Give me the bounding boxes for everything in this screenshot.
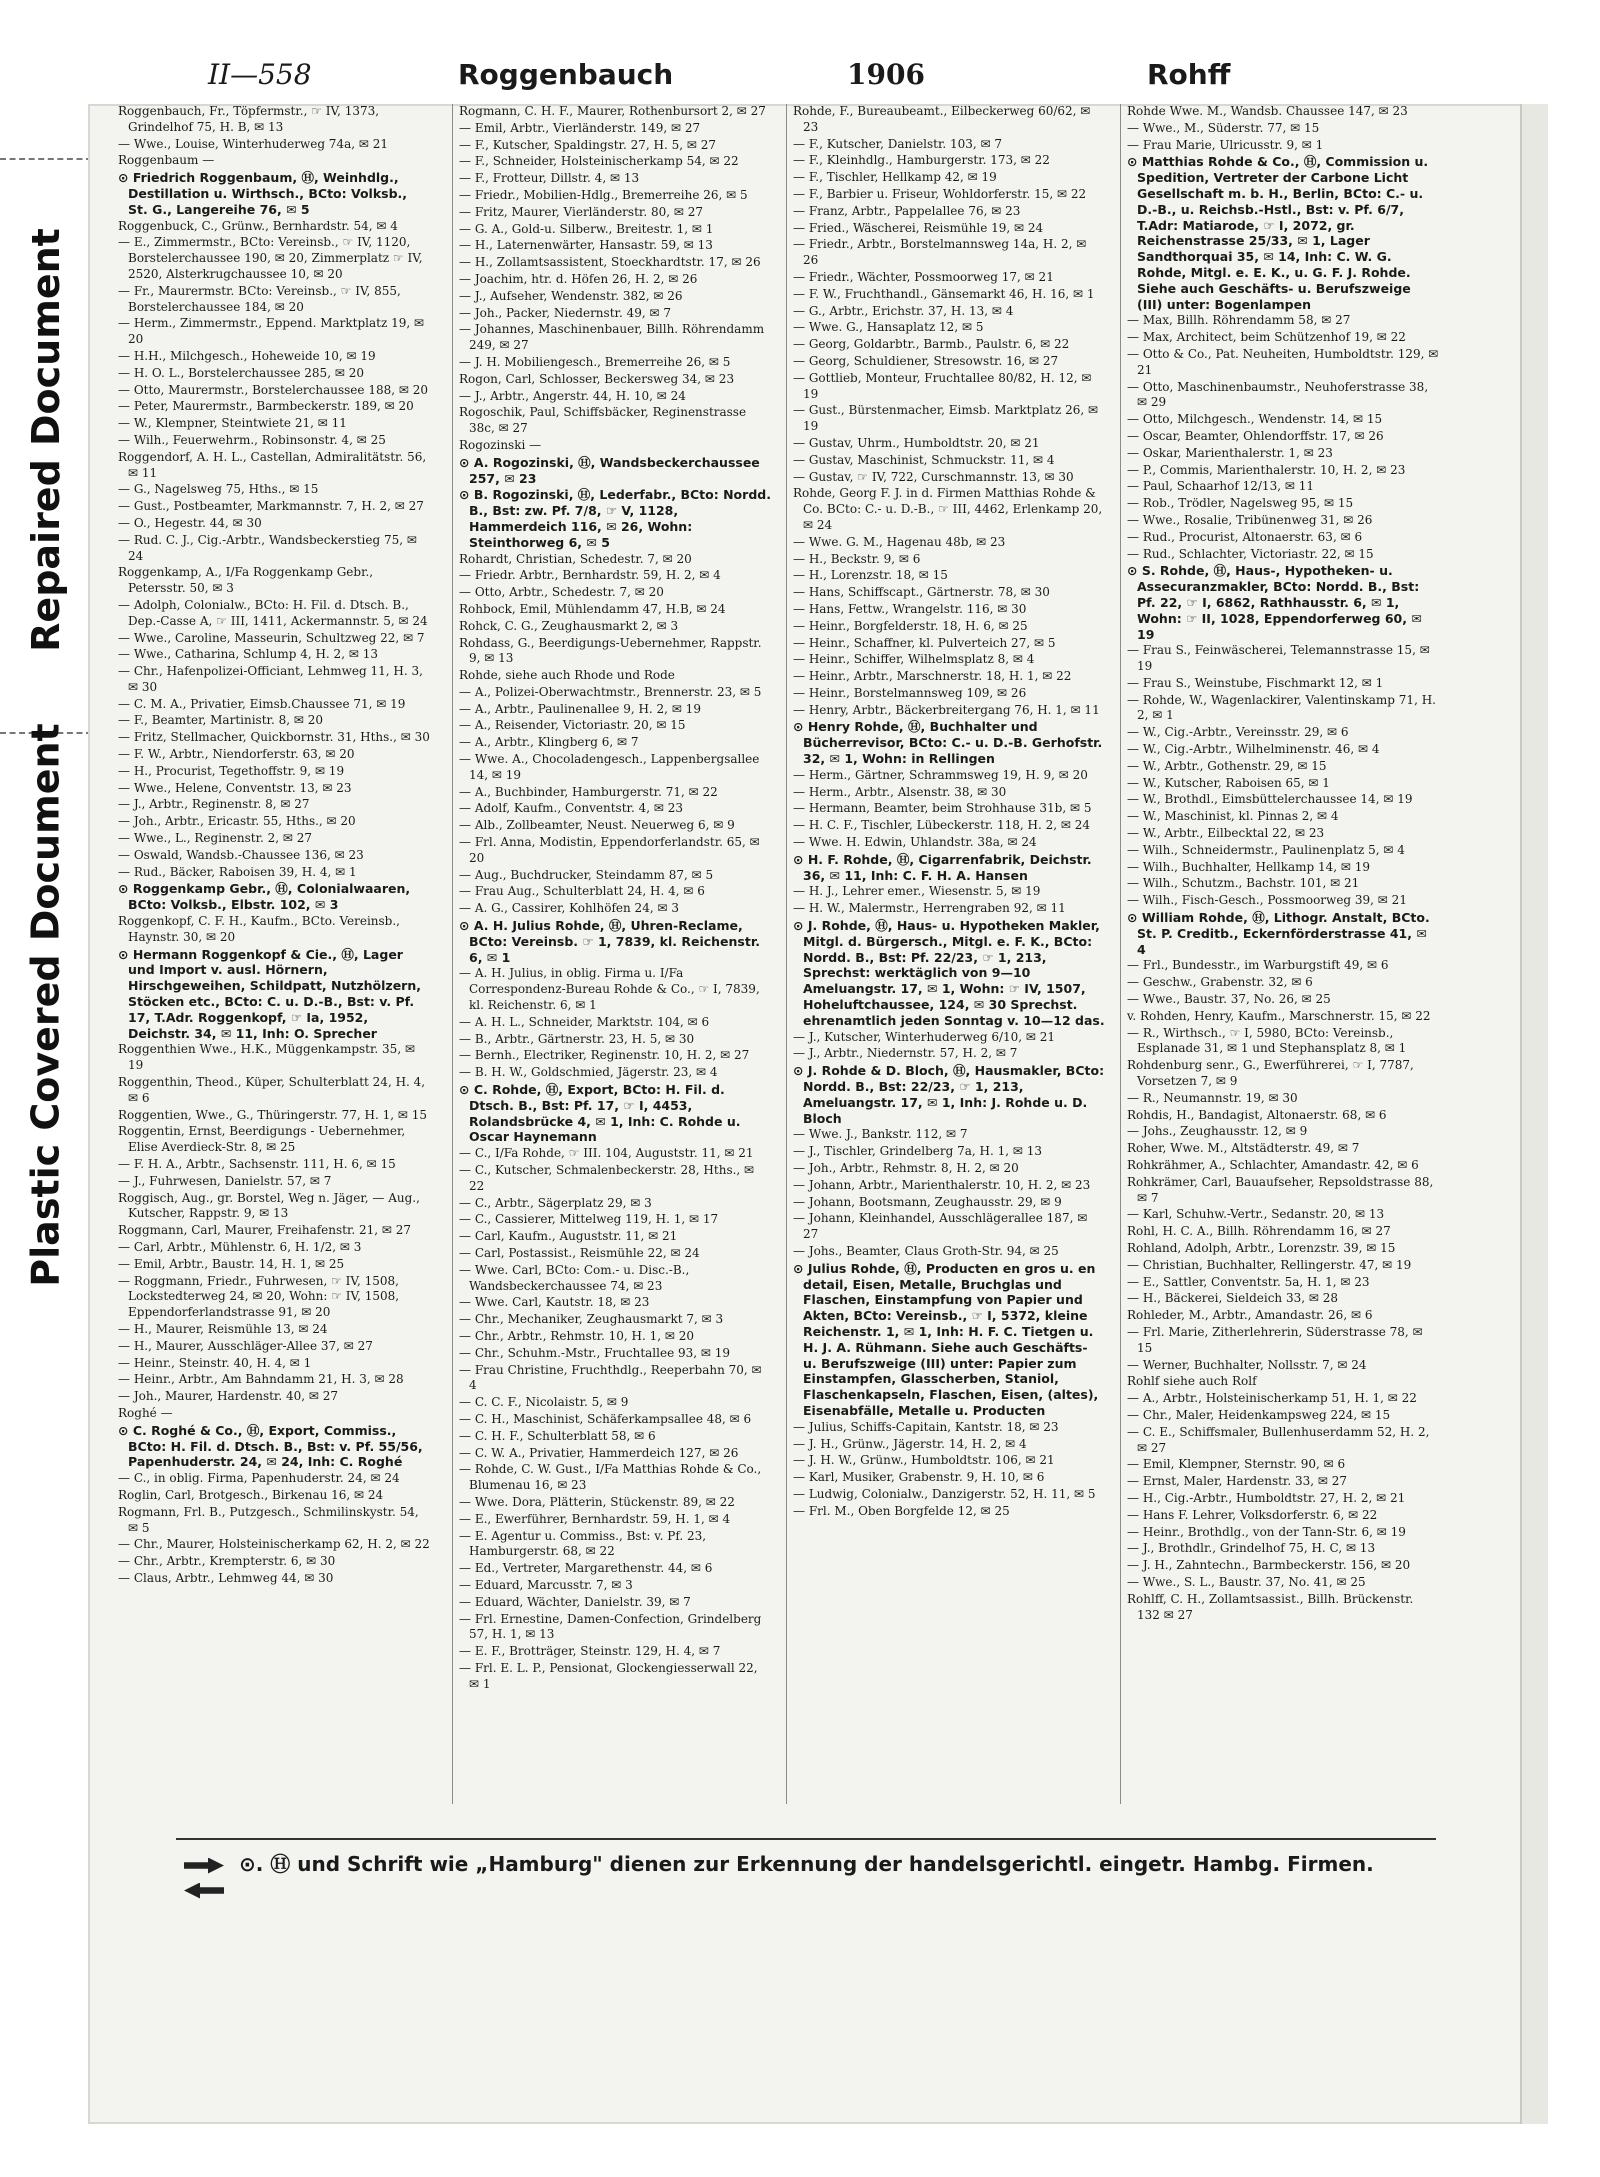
directory-entry: — J., Arbtr., Reginenstr. 8, ✉ 27 — [118, 797, 310, 812]
directory-entry: — A. H. L., Schneider, Marktstr. 104, ✉ 6 — [459, 1014, 710, 1029]
page-number: II—558 — [208, 58, 312, 91]
plastic-covered-label: Plastic Covered Document — [24, 723, 69, 1287]
directory-entry: — Georg, Schuldiener, Stresowstr. 16, ✉ 27 — [793, 353, 1059, 368]
directory-entry: — Rud., Procurist, Altonaerstr. 63, ✉ 6 — [1127, 529, 1363, 544]
directory-entry: — C. H. F., Schulterblatt 58, ✉ 6 — [459, 1428, 656, 1443]
directory-entry: — Joh., Arbtr., Ericastr. 55, Hths., ✉ 20 — [118, 814, 356, 829]
directory-entry: Rohck, C. G., Zeughausmarkt 2, ✉ 3 — [459, 618, 679, 633]
directory-entry: — Wwe. A., Chocoladengesch., Lappenbergsallee 14, ✉ 19 — [459, 752, 760, 782]
directory-entry: Rogoschik, Paul, Schiffsbäcker, Reginenstrasse 38c, ✉ 27 — [459, 405, 747, 436]
directory-entry: Roghé — — [118, 1405, 173, 1420]
directory-entry: Roglin, Carl, Brotgesch., Birkenau 16, ✉ 24 — [118, 1487, 384, 1502]
directory-entry: — Herm., Gärtner, Schrammsweg 19, H. 9, ✉ 20 — [793, 767, 1088, 782]
directory-entry: — F., Schneider, Holsteinischerkamp 54, ✉ 22 — [459, 154, 739, 169]
directory-entry: — Ernst, Maler, Hardenstr. 33, ✉ 27 — [1127, 1474, 1348, 1489]
directory-entry: — Frl., Bundesstr., im Warburgstift 49, ✉ 6 — [1127, 958, 1389, 973]
directory-entry: — R., Neumannstr. 19, ✉ 30 — [1127, 1090, 1298, 1105]
directory-entry: — Herm., Arbtr., Alsenstr. 38, ✉ 30 — [793, 784, 1007, 799]
directory-entry: — A., Arbtr., Holsteinischerkamp 51, H. 1, ✉ 22 — [1127, 1391, 1417, 1406]
directory-entry: ⊙ Roggenkamp Gebr., Ⓗ, Colonialwaaren, BCto: Volksb., Elbstr. 102, ✉ 3 — [118, 881, 411, 913]
page-header — [120, 58, 1460, 98]
directory-entry: — J. H., Zahntechn., Barmbeckerstr. 156, ✉ 20 — [1127, 1558, 1411, 1573]
directory-entry: — Emil, Klempner, Sternstr. 90, ✉ 6 — [1127, 1457, 1346, 1472]
directory-entry: — G., Nagelsweg 75, Hths., ✉ 15 — [118, 482, 319, 497]
directory-entry: — Otto & Co., Pat. Neuheiten, Humboldtstr. 129, ✉ 21 — [1127, 346, 1439, 377]
directory-entry: — Oscar, Beamter, Ohlendorffstr. 17, ✉ 26 — [1127, 428, 1384, 443]
repaired-document-label: Repaired Document — [24, 228, 69, 652]
directory-entry: — Ed., Vertreter, Margarethenstr. 44, ✉ 6 — [459, 1561, 713, 1576]
directory-entry: — Wilh., Feuerwehrm., Robinsonstr. 4, ✉ 25 — [118, 432, 386, 447]
directory-entry: — Wwe. Dora, Plätterin, Stückenstr. 89, ✉ 22 — [459, 1494, 735, 1509]
directory-entry: — C. M. A., Privatier, Eimsb.Chaussee 71, ✉ 19 — [118, 696, 406, 711]
directory-entry: — W., Arbtr., Eilbecktal 22, ✉ 23 — [1127, 826, 1325, 841]
directory-entry: — Carl, Postassist., Reismühle 22, ✉ 24 — [459, 1245, 700, 1260]
directory-entry: — Rud., Schlachter, Victoriastr. 22, ✉ 15 — [1127, 546, 1374, 561]
directory-entry: — Adolf, Kaufm., Conventstr. 4, ✉ 23 — [459, 801, 683, 816]
directory-entry: ⊙ B. Rogozinski, Ⓗ, Lederfabr., BCto: Nordd. B., Bst: zw. Pf. 7/8, ☞ V, 1128, Hammerdeich 116, ✉ 26, Wohn: Steinthorweg 6, ✉ 5 — [459, 487, 771, 550]
directory-entry: — A., Arbtr., Klingberg 6, ✉ 7 — [459, 735, 639, 750]
directory-entry: Rohde, Georg F. J. in d. Firmen Matthias Rohde & Co. BCto: C.- u. D.-B., ☞ III, 4462, Erlenkamp 20, ✉ 24 — [793, 486, 1103, 532]
directory-entry: — J., Aufseher, Wendenstr. 382, ✉ 26 — [459, 288, 683, 303]
directory-entry: — C. W. A., Privatier, Hammerdeich 127, ✉ 26 — [459, 1445, 739, 1460]
directory-entry: — Frau Christine, Fruchthdlg., Reeperbahn 70, ✉ 4 — [459, 1362, 762, 1393]
directory-entry: Roggenkamp, A., I/Fa Roggenkamp Gebr., Petersstr. 50, ✉ 3 — [118, 565, 374, 596]
directory-entry: ⊙ C. Rohde, Ⓗ, Export, BCto: H. Fil. d. Dtsch. B., Bst: Pf. 17, ☞ I, 4453, Rolandsbrücke 4, ✉ 1, Inh: C. Rohde u. Oscar Haynemann — [459, 1082, 741, 1145]
directory-entry: — Wwe., Louise, Winterhuderweg 74a, ✉ 21 — [118, 136, 388, 151]
directory-entry: — J., Arbtr., Niedernstr. 57, H. 2, ✉ 7 — [793, 1046, 1018, 1061]
directory-entry: — H. C. F., Tischler, Lübeckerstr. 118, H. 2, ✉ 24 — [793, 818, 1090, 833]
directory-entry: ⊙ H. F. Rohde, Ⓗ, Cigarrenfabrik, Deichstr. 36, ✉ 11, Inh: C. F. H. A. Hansen — [793, 851, 1092, 883]
directory-entry: — Johs., Zeughausstr. 12, ✉ 9 — [1127, 1124, 1308, 1139]
directory-entry: — Oskar, Marienthalerstr. 1, ✉ 23 — [1127, 445, 1333, 460]
directory-entry: — Heinr., Steinstr. 40, H. 4, ✉ 1 — [118, 1355, 312, 1370]
directory-entry: — Bernh., Electriker, Reginenstr. 10, H. 2, ✉ 27 — [459, 1048, 750, 1063]
directory-entry: — Joh., Maurer, Hardenstr. 40, ✉ 27 — [118, 1389, 339, 1404]
directory-entry: — Friedr., Arbtr., Borstelmannsweg 14a, H. 2, ✉ 26 — [793, 237, 1087, 268]
directory-entry: Roggendorf, A. H. L., Castellan, Admiralitätstr. 56, ✉ 11 — [118, 449, 427, 480]
page-edge — [1520, 104, 1548, 2124]
directory-entry: Rohde, F., Bureaubeamt., Eilbeckerweg 60/62, ✉ 23 — [793, 104, 1091, 134]
directory-entry: — F., Kutscher, Danielstr. 103, ✉ 7 — [793, 136, 1003, 151]
directory-entry: — Chr., Schuhm.-Mstr., Fruchtallee 93, ✉ 19 — [459, 1345, 731, 1360]
directory-entry: — Joachim, htr. d. Höfen 26, H. 2, ✉ 26 — [459, 271, 698, 286]
directory-entry: — C. H., Maschinist, Schäferkampsallee 48, ✉ 6 — [459, 1411, 752, 1426]
directory-entry: — Werner, Buchhalter, Nollsstr. 7, ✉ 24 — [1127, 1357, 1367, 1372]
directory-entry: — Hermann, Beamter, beim Strohhause 31b, ✉ 5 — [793, 801, 1092, 816]
directory-entry: — Julius, Schiffs-Capitain, Kantstr. 18, ✉ 23 — [793, 1419, 1059, 1434]
directory-entry: — H., Bäckerei, Sieldeich 33, ✉ 28 — [1127, 1291, 1339, 1306]
directory-entry: ⊙ Henry Rohde, Ⓗ, Buchhalter und Bücherrevisor, BCto: C.- u. D.-B. Gerhofstr. 32, ✉ 1, Wohn: in Rellingen — [793, 719, 1103, 767]
directory-entry: — A., Buchbinder, Hamburgerstr. 71, ✉ 22 — [459, 784, 718, 799]
directory-entry: — Christian, Buchhalter, Rellingerstr. 47, ✉ 19 — [1127, 1257, 1412, 1272]
directory-entry: — Henry, Arbtr., Bäckerbreitergang 76, H. 1, ✉ 11 — [793, 702, 1100, 717]
directory-entry: — Alb., Zollbeamter, Neust. Neuerweg 6, ✉ 9 — [459, 818, 735, 833]
column-1 — [118, 104, 430, 1804]
directory-entry: — Wilh., Fisch-Gesch., Possmoorweg 39, ✉ 21 — [1127, 893, 1407, 908]
directory-entry: Rohkrämer, Carl, Bauaufseher, Repsoldstrasse 88, ✉ 7 — [1127, 1174, 1434, 1205]
directory-entry: — Rud. C. J., Cig.-Arbtr., Wandsbeckerstieg 75, ✉ 24 — [118, 532, 417, 563]
directory-entry: — F. W., Arbtr., Niendorferstr. 63, ✉ 20 — [118, 747, 355, 762]
directory-entry: — Fried., Wäscherei, Reismühle 19, ✉ 24 — [793, 220, 1044, 235]
directory-entry: — Carl, Kaufm., Auguststr. 11, ✉ 21 — [459, 1229, 678, 1244]
directory-entry: Roggenkopf, C. F. H., Kaufm., BCto. Vereinsb., Haynstr. 30, ✉ 20 — [118, 914, 400, 944]
directory-entry: — Max, Billh. Röhrendamm 58, ✉ 27 — [1127, 313, 1351, 328]
directory-entry: — E., Sattler, Conventstr. 5a, H. 1, ✉ 23 — [1127, 1274, 1370, 1289]
directory-entry: — Wilh., Schneidermstr., Paulinenplatz 5, ✉ 4 — [1127, 842, 1405, 857]
directory-entry: ⊙ A. H. Julius Rohde, Ⓗ, Uhren-Reclame, BCto: Vereinsb. ☞ 1, 7839, kl. Reichenstr. 6, ✉ 1 — [459, 918, 760, 965]
directory-entry: — W., Klempner, Steintwiete 21, ✉ 11 — [118, 416, 347, 431]
directory-entry: — Johannes, Maschinenbauer, Billh. Röhrendamm 249, ✉ 27 — [459, 322, 765, 353]
directory-entry: Rogon, Carl, Schlosser, Beckersweg 34, ✉ 23 — [459, 371, 735, 386]
column-3 — [786, 104, 1105, 1804]
directory-entry: — Heinr., Arbtr., Marschnerstr. 18, H. 1, ✉ 22 — [793, 669, 1072, 684]
directory-entry: — B. H. W., Goldschmied, Jägerstr. 23, ✉ 4 — [459, 1065, 718, 1080]
directory-entry: ⊙ Friedrich Roggenbaum, Ⓗ, Weinhdlg., Destillation u. Wirthsch., BCto: Volksb., St. G., Langereihe 76, ✉ 5 — [118, 170, 408, 217]
directory-entry: Rogozinski — — [459, 437, 542, 452]
directory-entry: — B., Arbtr., Gärtnerstr. 23, H. 5, ✉ 30 — [459, 1031, 695, 1046]
directory-entry: — J. H. W., Grünw., Humboldtstr. 106, ✉ 21 — [793, 1453, 1055, 1468]
directory-entry: — Ludwig, Colonialw., Danzigerstr. 52, H. 11, ✉ 5 — [793, 1486, 1096, 1501]
directory-entry: — Frl. Marie, Zitherlehrerin, Süderstrasse 78, ✉ 15 — [1127, 1324, 1423, 1355]
directory-entry: — Frl. M., Oben Borgfelde 12, ✉ 25 — [793, 1503, 1010, 1518]
directory-entry: — H., Cig.-Arbtr., Humboldtstr. 27, H. 2, ✉ 21 — [1127, 1490, 1406, 1505]
directory-entry: — Johann, Arbtr., Marienthalerstr. 10, H. 2, ✉ 23 — [793, 1177, 1091, 1192]
directory-entry: — H. O. L., Borstelerchaussee 285, ✉ 20 — [118, 365, 364, 380]
directory-entry: — Chr., Maler, Heidenkampsweg 224, ✉ 15 — [1127, 1407, 1391, 1422]
directory-entry: — H., Laternenwärter, Hansastr. 59, ✉ 13 — [459, 238, 713, 253]
directory-entry: Roggisch, Aug., gr. Borstel, Weg n. Jäger, — Aug., Kutscher, Rappstr. 9, ✉ 13 — [118, 1190, 420, 1221]
directory-entry: — Joh., Packer, Niedernstr. 49, ✉ 7 — [459, 305, 671, 320]
directory-entry: — Wilh., Schutzm., Bachstr. 101, ✉ 21 — [1127, 876, 1360, 891]
directory-entry: — F., Kleinhdlg., Hamburgerstr. 173, ✉ 22 — [793, 153, 1050, 168]
directory-entry: — H., Lorenzstr. 18, ✉ 15 — [793, 568, 948, 583]
directory-entry: — Georg, Goldarbtr., Barmb., Paulstr. 6, ✉ 22 — [793, 337, 1070, 352]
directory-entry: — Wwe., S. L., Baustr. 37, No. 41, ✉ 25 — [1127, 1574, 1366, 1589]
directory-entry: — Otto, Milchgesch., Wendenstr. 14, ✉ 15 — [1127, 412, 1383, 427]
directory-entry: — E., Zimmermstr., BCto: Vereinsb., ☞ IV, 1120, Borstelerchaussee 190, ✉ 20, Zimmerplatz ☞ IV, 2520, Alsterkrugchaussee 10, ✉ 20 — [118, 235, 423, 281]
directory-entry: — R., Wirthsch., ☞ I, 5980, BCto: Vereinsb., Esplanade 31, ✉ 1 und Stephansplatz 8, ✉ 1 — [1127, 1025, 1407, 1056]
directory-entry: ⊙ S. Rohde, Ⓗ, Haus-, Hypotheken- u. Assecuranzmakler, BCto: Nordd. B., Bst: Pf. 22, ☞ I, 6862, Rathhausstr. 6, ✉ 1, Wohn: ☞ II, 1028, Eppendorferweg 60, ✉ 19 — [1127, 563, 1422, 642]
directory-entry: — Heinr., Arbtr., Am Bahndamm 21, H. 3, ✉ 28 — [118, 1372, 404, 1387]
directory-entry: — Fr., Maurermstr. BCto: Vereinsb., ☞ IV, 855, Borstelerchaussee 184, ✉ 20 — [118, 283, 401, 314]
directory-entry: Roggenbaum — — [118, 153, 215, 168]
directory-entry: — C., in oblig. Firma, Papenhuderstr. 24, ✉ 24 — [118, 1471, 400, 1486]
directory-entry: — A. G., Cassirer, Kohlhöfen 24, ✉ 3 — [459, 901, 679, 916]
directory-entry: — Heinr., Schiffer, Wilhelmsplatz 8, ✉ 4 — [793, 652, 1035, 667]
directory-entry: Rohkrähmer, A., Schlachter, Amandastr. 42, ✉ 6 — [1127, 1158, 1419, 1172]
directory-entry: Roggenthien Wwe., H.K., Müggenkampstr. 35, ✉ 19 — [118, 1042, 415, 1073]
directory-entry: — H. J., Lehrer emer., Wiesenstr. 5, ✉ 19 — [793, 884, 1041, 899]
directory-entry: — Wwe., Catharina, Schlump 4, H. 2, ✉ 13 — [118, 647, 378, 662]
directory-entry: — Gust., Bürstenmacher, Eimsb. Marktplatz 26, ✉ 19 — [793, 403, 1099, 434]
directory-entry: Rogmann, Frl. B., Putzgesch., Schmilinskystr. 54, ✉ 5 — [118, 1504, 419, 1535]
directory-entry: — Wwe. Carl, BCto: Com.- u. Disc.-B., Wandsbeckerchaussee 74, ✉ 23 — [459, 1262, 690, 1293]
directory-entry: — Geschw., Grabenstr. 32, ✉ 6 — [1127, 975, 1313, 990]
directory-entry: ⊙ Hermann Roggenkopf & Cie., Ⓗ, Lager und Import v. ausl. Hörnern, Hirschgeweihen, Schildpatt, Nutzhölzern, Stöcken etc., BCto: C. u. D.-B., Bst: v. Pf. 17, T.Adr. Roggenkopf, ☞ Ia, 1952, Deichstr. 34, ✉ 11, Inh: O. Sprecher — [118, 946, 421, 1041]
directory-entry: — W., Maschinist, kl. Pinnas 2, ✉ 4 — [1127, 809, 1339, 824]
directory-entry: — Chr., Mechaniker, Zeughausmarkt 7, ✉ 3 — [459, 1312, 724, 1327]
directory-entry: — Franz, Arbtr., Pappelallee 76, ✉ 23 — [793, 203, 1021, 218]
directory-entry: — Karl, Musiker, Grabenstr. 9, H. 10, ✉ 6 — [793, 1470, 1045, 1485]
last-surname: Rohff — [1147, 58, 1231, 91]
directory-entry: — Wwe., L., Reginenstr. 2, ✉ 27 — [118, 831, 313, 846]
directory-entry: — Hans, Schiffscapt., Gärtnerstr. 78, ✉ 30 — [793, 585, 1050, 600]
directory-entry: — J., Fuhrwesen, Danielstr. 57, ✉ 7 — [118, 1173, 332, 1188]
directory-entry: ⊙ J. Rohde, Ⓗ, Haus- u. Hypotheken Makler, Mitgl. d. Bürgersch., Mitgl. e. F. K., BCto: Nordd. B., Bst: Pf. 22/23, ☞ 1, 213, Sprechst: werktäglich von 9—10 Ameluangstr. 17, ✉ 1, Wohn: ☞ IV, 1507, Hoheluftchaussee, 124, ✉ 30 Sprechst. ehrenamtlich jeden Sonntag v. 10—12 das. — [793, 918, 1105, 1028]
directory-entry: Rohde Wwe. M., Wandsb. Chaussee 147, ✉ 23 — [1127, 104, 1408, 118]
directory-entry: — F., Barbier u. Friseur, Wohldorferstr. 15, ✉ 22 — [793, 186, 1087, 201]
directory-entry: — E. Agentur u. Commiss., Bst: v. Pf. 23, Hamburgerstr. 68, ✉ 22 — [459, 1528, 707, 1559]
directory-entry: — Wwe., Rosalie, Tribünenweg 31, ✉ 26 — [1127, 512, 1373, 527]
directory-entry: — Wilh., Buchhalter, Hellkamp 14, ✉ 19 — [1127, 859, 1371, 874]
directory-entry: — H. W., Malermstr., Herrengraben 92, ✉ 11 — [793, 901, 1066, 916]
directory-entry: — C., I/Fa Rohde, ☞ III. 104, Auguststr. 11, ✉ 21 — [459, 1146, 754, 1161]
directory-entry: — Fritz, Maurer, Vierländerstr. 80, ✉ 27 — [459, 204, 703, 219]
directory-entry: — Otto, Maschinenbaumstr., Neuhoferstrasse 38, ✉ 29 — [1127, 379, 1429, 410]
directory-entry: — Eduard, Marcusstr. 7, ✉ 3 — [459, 1577, 633, 1592]
directory-entry: — Oswald, Wandsb.-Chaussee 136, ✉ 23 — [118, 847, 364, 862]
directory-entry: — P., Commis, Marienthalerstr. 10, H. 2, ✉ 23 — [1127, 462, 1406, 477]
directory-entry: — Frau Marie, Ulricusstr. 9, ✉ 1 — [1127, 137, 1324, 152]
directory-entry: Roggenthin, Theod., Küper, Schulterblatt 24, H. 4, ✉ 6 — [118, 1075, 426, 1105]
directory-entry: — W., Cig.-Arbtr., Vereinsstr. 29, ✉ 6 — [1127, 725, 1349, 740]
directory-entry: — Wwe., Caroline, Masseurin, Schultzweg 22, ✉ 7 — [118, 630, 425, 645]
directory-entry: ⊙ A. Rogozinski, Ⓗ, Wandsbeckerchaussee 257, ✉ 23 — [459, 454, 760, 486]
column-2 — [452, 104, 771, 1804]
pointing-hand-icon — [184, 1883, 224, 1899]
directory-entry: — F., Frotteur, Dillstr. 4, ✉ 13 — [459, 171, 640, 186]
directory-entry: — Chr., Hafenpolizei-Officiant, Lehmweg 11, H. 3, ✉ 30 — [118, 664, 423, 694]
directory-entry: — Heinr., Schaffner, kl. Pulverteich 27, ✉ 5 — [793, 635, 1056, 650]
directory-entry: — Friedr., Wächter, Possmoorweg 17, ✉ 21 — [793, 269, 1054, 284]
directory-entry: — C. E., Schiffsmaler, Bullenhuserdamm 52, H. 2, ✉ 27 — [1127, 1424, 1430, 1455]
directory-entry: — Frau Aug., Schulterblatt 24, H. 4, ✉ 6 — [459, 884, 705, 899]
directory-entry: — Otto, Arbtr., Schedestr. 7, ✉ 20 — [459, 585, 664, 600]
column-4 — [1120, 104, 1439, 1804]
directory-entry: — Wwe., M., Süderstr. 77, ✉ 15 — [1127, 120, 1320, 135]
directory-entry: — Herm., Zimmermstr., Eppend. Marktplatz 19, ✉ 20 — [118, 316, 425, 347]
directory-entry: — Roggmann, Friedr., Fuhrwesen, ☞ IV, 1508, Lockstedterweg 24, ✉ 20, Wohn: ☞ IV, 1508, Eppendorferlandstrasse 91, ✉ 20 — [118, 1273, 400, 1320]
directory-entry: — Hans, Fettw., Wrangelstr. 116, ✉ 30 — [793, 601, 1027, 616]
directory-entry: Rohdenburg senr., G., Ewerführerei, ☞ I, 7787, Vorsetzen 7, ✉ 9 — [1127, 1058, 1414, 1089]
directory-entry: Rohleder, M., Arbtr., Amandastr. 26, ✉ 6 — [1127, 1308, 1373, 1323]
directory-entry: Rohde, siehe auch Rhode und Rode — [459, 668, 675, 683]
directory-entry: ⊙ J. Rohde & D. Bloch, Ⓗ, Hausmakler, BCto: Nordd. B., Bst: 22/23, ☞ 1, 213, Ameluangstr. 17, ✉ 1, Inh: J. Rohde u. D. Bloch — [793, 1063, 1105, 1126]
directory-entry: — Peter, Maurermstr., Barmbeckerstr. 189, ✉ 20 — [118, 399, 414, 414]
directory-entry: — J., Tischler, Grindelberg 7a, H. 1, ✉ 13 — [793, 1144, 1043, 1159]
directory-entry: — W., Brothdl., Eimsbüttelerchaussee 14, ✉ 19 — [1127, 792, 1413, 807]
directory-entry: Roher, Wwe. M., Altstädterstr. 49, ✉ 7 — [1127, 1141, 1360, 1156]
directory-entry: — Frl. Anna, Modistin, Eppendorferlandstr. 65, ✉ 20 — [459, 835, 760, 865]
directory-entry: — A., Arbtr., Paulinenallee 9, H. 2, ✉ 19 — [459, 701, 701, 716]
directory-entry: — Wwe. G. M., Hagenau 48b, ✉ 23 — [793, 534, 1006, 549]
directory-entry: — Johs., Beamter, Claus Groth-Str. 94, ✉ 25 — [793, 1243, 1059, 1258]
directory-entry: — F., Kutscher, Spaldingstr. 27, H. 5, ✉ 27 — [459, 137, 716, 152]
directory-entry: — Gustav, Maschinist, Schmuckstr. 11, ✉ 4 — [793, 452, 1055, 467]
directory-entry: Rohdass, G., Beerdigungs-Uebernehmer, Rappstr. 9, ✉ 13 — [459, 635, 762, 666]
directory-entry: Rogmann, C. H. F., Maurer, Rothenbursort 2, ✉ 27 — [459, 104, 766, 118]
directory-entry: — J. H. Mobiliengesch., Bremerreihe 26, ✉ 5 — [459, 354, 731, 369]
directory-entry: — Frau S., Weinstube, Fischmarkt 12, ✉ 1 — [1127, 675, 1384, 690]
directory-entry: — F. W., Fruchthandl., Gänsemarkt 46, H. 16, ✉ 1 — [793, 286, 1095, 301]
directory-entry: — Chr., Maurer, Holsteinischerkamp 62, H. 2, ✉ 22 — [118, 1537, 430, 1552]
directory-entry: — Joh., Arbtr., Rehmstr. 8, H. 2, ✉ 20 — [793, 1161, 1019, 1175]
directory-entry: — A. H. Julius, in oblig. Firma u. I/Fa Correspondenz-Bureau Rohde & Co., ☞ I, 7839, kl. Reichenstr. 6, ✉ 1 — [459, 966, 760, 1013]
directory-entry: Rohlf siehe auch Rolf — [1127, 1374, 1257, 1389]
directory-entry: — H., Maurer, Reismühle 13, ✉ 24 — [118, 1321, 328, 1336]
directory-entry: — Adolph, Colonialw., BCto: H. Fil. d. Dtsch. B., Dep.-Casse A, ☞ III, 1411, Ackermannstr. 5, ✉ 24 — [118, 597, 428, 628]
directory-entry: — E. F., Brotträger, Steinstr. 129, H. 4, ✉ 7 — [459, 1644, 721, 1659]
directory-entry: — C. C. F., Nicolaistr. 5, ✉ 9 — [459, 1395, 629, 1410]
directory-entry: — Wwe. Carl, Kautstr. 18, ✉ 23 — [459, 1295, 650, 1310]
directory-entry: — H., Maurer, Ausschläger-Allee 37, ✉ 27 — [118, 1338, 373, 1353]
directory-entry: — Rohde, C. W. Gust., I/Fa Matthias Rohde & Co., Blumenau 16, ✉ 23 — [459, 1462, 762, 1493]
overlay-strip — [0, 50, 92, 1287]
first-surname: Roggenbauch — [458, 58, 674, 91]
directory-entry: — C., Cassierer, Mittelweg 119, H. 1, ✉ 17 — [459, 1212, 719, 1227]
directory-entry: — F., Beamter, Martinistr. 8, ✉ 20 — [118, 713, 323, 728]
directory-entry: — W., Cig.-Arbtr., Wilhelminenstr. 46, ✉ 4 — [1127, 742, 1380, 757]
directory-entry: — Paul, Schaarhof 12/13, ✉ 11 — [1127, 479, 1314, 494]
directory-entry: — Fritz, Stellmacher, Quickbornstr. 31, Hths., ✉ 30 — [118, 730, 430, 745]
directory-entry: — Johann, Kleinhandel, Ausschlägerallee 187, ✉ 27 — [793, 1211, 1088, 1242]
directory-entry: — W., Arbtr., Gothenstr. 29, ✉ 15 — [1127, 758, 1327, 773]
directory-entry: Rohbock, Emil, Mühlendamm 47, H.B, ✉ 24 — [459, 601, 726, 616]
directory-entry: — Wwe. J., Bankstr. 112, ✉ 7 — [793, 1127, 968, 1142]
directory-entry: Rohl, H. C. A., Billh. Röhrendamm 16, ✉ 27 — [1127, 1224, 1391, 1239]
directory-entry: — O., Hegestr. 44, ✉ 30 — [118, 515, 262, 530]
directory-entry: — J. H., Grünw., Jägerstr. 14, H. 2, ✉ 4 — [793, 1436, 1027, 1451]
directory-entry: — Friedr. Arbtr., Bernhardstr. 59, H. 2, ✉ 4 — [459, 568, 721, 583]
directory-entry: — F., Tischler, Hellkamp 42, ✉ 19 — [793, 170, 997, 185]
directory-entry: ⊙ Matthias Rohde & Co., Ⓗ, Commission u. Spedition, Vertreter der Carbone Licht Gesellschaft m. b. H., Berlin, BCto: C.- u. D.-B., u. Reichsb.-Hstl., Bst: v. Pf. 6/7, T.Adr: Matiarode, ☞ I, 2072, gr. Reichenstrasse 25/33, ✉ 1, Lager Sandthorquai 35, ✉ 14, Inh: C. W. G. Rohde, Mitgl. e. E. K., u. G. F. J. Rohde. Siehe auch Geschäfts- u. Berufszweige (III) unter: Bogenlampen — [1127, 154, 1429, 312]
directory-entry: Roggmann, Carl, Maurer, Freihafenstr. 21, ✉ 27 — [118, 1223, 412, 1238]
directory-entry: — H., Beckstr. 9, ✉ 6 — [793, 551, 921, 566]
directory-entry: — Chr., Arbtr., Rehmstr. 10, H. 1, ✉ 20 — [459, 1328, 695, 1343]
footer-note — [176, 1838, 1436, 1878]
directory-entry: — G., Arbtr., Erichstr. 37, H. 13, ✉ 4 — [793, 303, 1014, 318]
directory-entry: — Aug., Buchdrucker, Steindamm 87, ✉ 5 — [459, 867, 714, 882]
directory-entry: — C., Arbtr., Sägerplatz 29, ✉ 3 — [459, 1195, 652, 1210]
directory-entry: — Chr., Arbtr., Krempterstr. 6, ✉ 30 — [118, 1554, 336, 1569]
directory-entry: — A., Polizei-Oberwachtmstr., Brennerstr. 23, ✉ 5 — [459, 684, 762, 699]
directory-entry: — Hans F. Lehrer, Volksdorferstr. 6, ✉ 22 — [1127, 1507, 1378, 1522]
year: 1906 — [847, 58, 925, 91]
directory-entry: — A., Reisender, Victoriastr. 20, ✉ 15 — [459, 718, 686, 733]
directory-entry: — E., Ewerführer, Bernhardstr. 59, H. 1, ✉ 4 — [459, 1511, 731, 1526]
directory-entry: ⊙ William Rohde, Ⓗ, Lithogr. Anstalt, BCto. St. P. Creditb., Eckernförderstrasse 41, ✉ 4 — [1127, 910, 1430, 957]
directory-entry: — Claus, Arbtr., Lehmweg 44, ✉ 30 — [118, 1570, 334, 1585]
directory-entry: — Emil, Arbtr., Vierländerstr. 149, ✉ 27 — [459, 120, 701, 135]
footer-text: ⊙. Ⓗ und Schrift wie „Hamburg" dienen zur Erkennung der handelsgerichtl. eingetr. Hambg. Firmen. — [238, 1852, 1374, 1876]
directory-entry: Roggenbauch, Fr., Töpfermstr., ☞ IV, 1373, Grindelhof 75, H. B, ✉ 13 — [118, 104, 380, 134]
directory-entry: — Frl. Ernestine, Damen-Confection, Grindelberg 57, H. 1, ✉ 13 — [459, 1611, 762, 1642]
directory-entry: — Max, Architect, beim Schützenhof 19, ✉ 22 — [1127, 330, 1406, 345]
directory-entry: — Rud., Bäcker, Raboisen 39, H. 4, ✉ 1 — [118, 864, 357, 879]
directory-entry: Rohlff, C. H., Zollamtsassist., Billh. Brückenstr. 132 ✉ 27 — [1127, 1591, 1414, 1622]
directory-entry: Roggentin, Ernst, Beerdigungs - Uebernehmer, Elise Averdieck-Str. 8, ✉ 25 — [118, 1124, 406, 1155]
directory-entry: — Gustav, ☞ IV, 722, Curschmannstr. 13, ✉ 30 — [793, 469, 1074, 484]
directory-columns — [118, 104, 1456, 1804]
directory-entry: Rohland, Adolph, Arbtr., Lorenzstr. 39, ✉ 15 — [1127, 1240, 1396, 1255]
directory-entry: — J., Brothdlr., Grindelhof 75, H. C, ✉ 13 — [1127, 1541, 1376, 1556]
directory-entry: — F. H. A., Arbtr., Sachsenstr. 111, H. 6, ✉ 15 — [118, 1157, 396, 1171]
directory-entry: — H.H., Milchgesch., Hoheweide 10, ✉ 19 — [118, 348, 376, 363]
directory-entry: ⊙ C. Roghé & Co., Ⓗ, Export, Commiss., BCto: H. Fil. d. Dtsch. B., Bst: v. Pf. 55/56, Papenhuderstr. 24, ✉ 24, Inh: C. Roghé — [118, 1422, 423, 1470]
directory-entry: — Heinr., Brothdlg., von der Tann-Str. 6, ✉ 19 — [1127, 1524, 1406, 1539]
directory-entry: — H., Procurist, Tegethoffstr. 9, ✉ 19 — [118, 763, 345, 778]
directory-entry: Rohardt, Christian, Schedestr. 7, ✉ 20 — [459, 551, 692, 566]
pointing-hand-icon — [184, 1858, 224, 1874]
directory-entry: — Heinr., Borgfelderstr. 18, H. 6, ✉ 25 — [793, 618, 1028, 633]
directory-entry: — Emil, Arbtr., Baustr. 14, H. 1, ✉ 25 — [118, 1256, 345, 1271]
directory-entry: — Gust., Postbeamter, Markmannstr. 7, H. 2, ✉ 27 — [118, 499, 424, 514]
directory-entry: — Wwe., Helene, Conventstr. 13, ✉ 23 — [118, 780, 352, 795]
directory-entry: v. Rohden, Henry, Kaufm., Marschnerstr. 15, ✉ 22 — [1127, 1008, 1431, 1023]
directory-entry: Roggenbuck, C., Grünw., Bernhardstr. 54, ✉ 4 — [118, 218, 398, 233]
directory-entry: — Heinr., Borstelmannsweg 109, ✉ 26 — [793, 685, 1027, 700]
directory-entry: — J., Kutscher, Winterhuderweg 6/10, ✉ 21 — [793, 1029, 1056, 1044]
directory-entry: — H., Zollamtsassistent, Stoeckhardtstr. 17, ✉ 26 — [459, 255, 761, 270]
directory-entry: — Gustav, Uhrm., Humboldtstr. 20, ✉ 21 — [793, 435, 1040, 450]
directory-entry: — Carl, Arbtr., Mühlenstr. 6, H. 1/2, ✉ 3 — [118, 1239, 362, 1254]
directory-entry: — Frau S., Feinwäscherei, Telemannstrasse 15, ✉ 19 — [1127, 643, 1430, 674]
directory-entry: — Rohde, W., Wagenlackirer, Valentinskamp 71, H. 2, ✉ 1 — [1127, 692, 1436, 723]
directory-entry: — Frl. E. L. P., Pensionat, Glockengiesserwall 22, ✉ 1 — [459, 1660, 758, 1691]
directory-entry: — Rob., Trödler, Nagelsweg 95, ✉ 15 — [1127, 496, 1354, 511]
directory-entry: — Gottlieb, Monteur, Fruchtallee 80/82, H. 12, ✉ 19 — [793, 370, 1092, 401]
directory-entry: — W., Kutscher, Raboisen 65, ✉ 1 — [1127, 775, 1330, 790]
directory-entry: — Friedr., Mobilien-Hdlg., Bremerreihe 26, ✉ 5 — [459, 187, 748, 202]
directory-entry: — Karl, Schuhw.-Vertr., Sedanstr. 20, ✉ 13 — [1127, 1207, 1385, 1222]
directory-entry: — J., Arbtr., Angerstr. 44, H. 10, ✉ 24 — [459, 388, 686, 403]
directory-entry: — C., Kutscher, Schmalenbeckerstr. 28, Hths., ✉ 22 — [459, 1163, 755, 1193]
directory-entry: ⊙ Julius Rohde, Ⓗ, Producten en gros u. en detail, Eisen, Metalle, Bruchglas und Flaschen, Einstampfung von Papier und Akten, BCto: Vereinsb., ☞ I, 5372, kleine Reichenstr. 1, ✉ 1, Inh: H. F. C. Tietgen u. H. J. A. Rühmann. Siehe auch Geschäfts- u. Berufszweige (III) unter: Papier zum Einstampfen, Glasscherben, Staniol, Flaschenkapseln, Flaschen, Eisen, (altes), Eisenabfälle, Metalle u. Producten — [793, 1260, 1099, 1418]
directory-entry: — Eduard, Wächter, Danielstr. 39, ✉ 7 — [459, 1594, 691, 1609]
directory-entry: — Otto, Maurermstr., Borstelerchaussee 188, ✉ 20 — [118, 382, 428, 397]
directory-entry: — Wwe. G., Hansaplatz 12, ✉ 5 — [793, 320, 984, 335]
directory-entry: Rohdis, H., Bandagist, Altonaerstr. 68, ✉ 6 — [1127, 1107, 1387, 1122]
directory-entry: — G. A., Gold-u. Silberw., Breitestr. 1, ✉ 1 — [459, 221, 714, 236]
directory-entry: — Wwe., Baustr. 37, No. 26, ✉ 25 — [1127, 992, 1331, 1007]
directory-entry: Roggentien, Wwe., G., Thüringerstr. 77, H. 1, ✉ 15 — [118, 1107, 428, 1122]
directory-entry: — Johann, Bootsmann, Zeughausstr. 29, ✉ 9 — [793, 1194, 1062, 1209]
directory-entry: — Wwe. H. Edwin, Uhlandstr. 38a, ✉ 24 — [793, 835, 1037, 850]
